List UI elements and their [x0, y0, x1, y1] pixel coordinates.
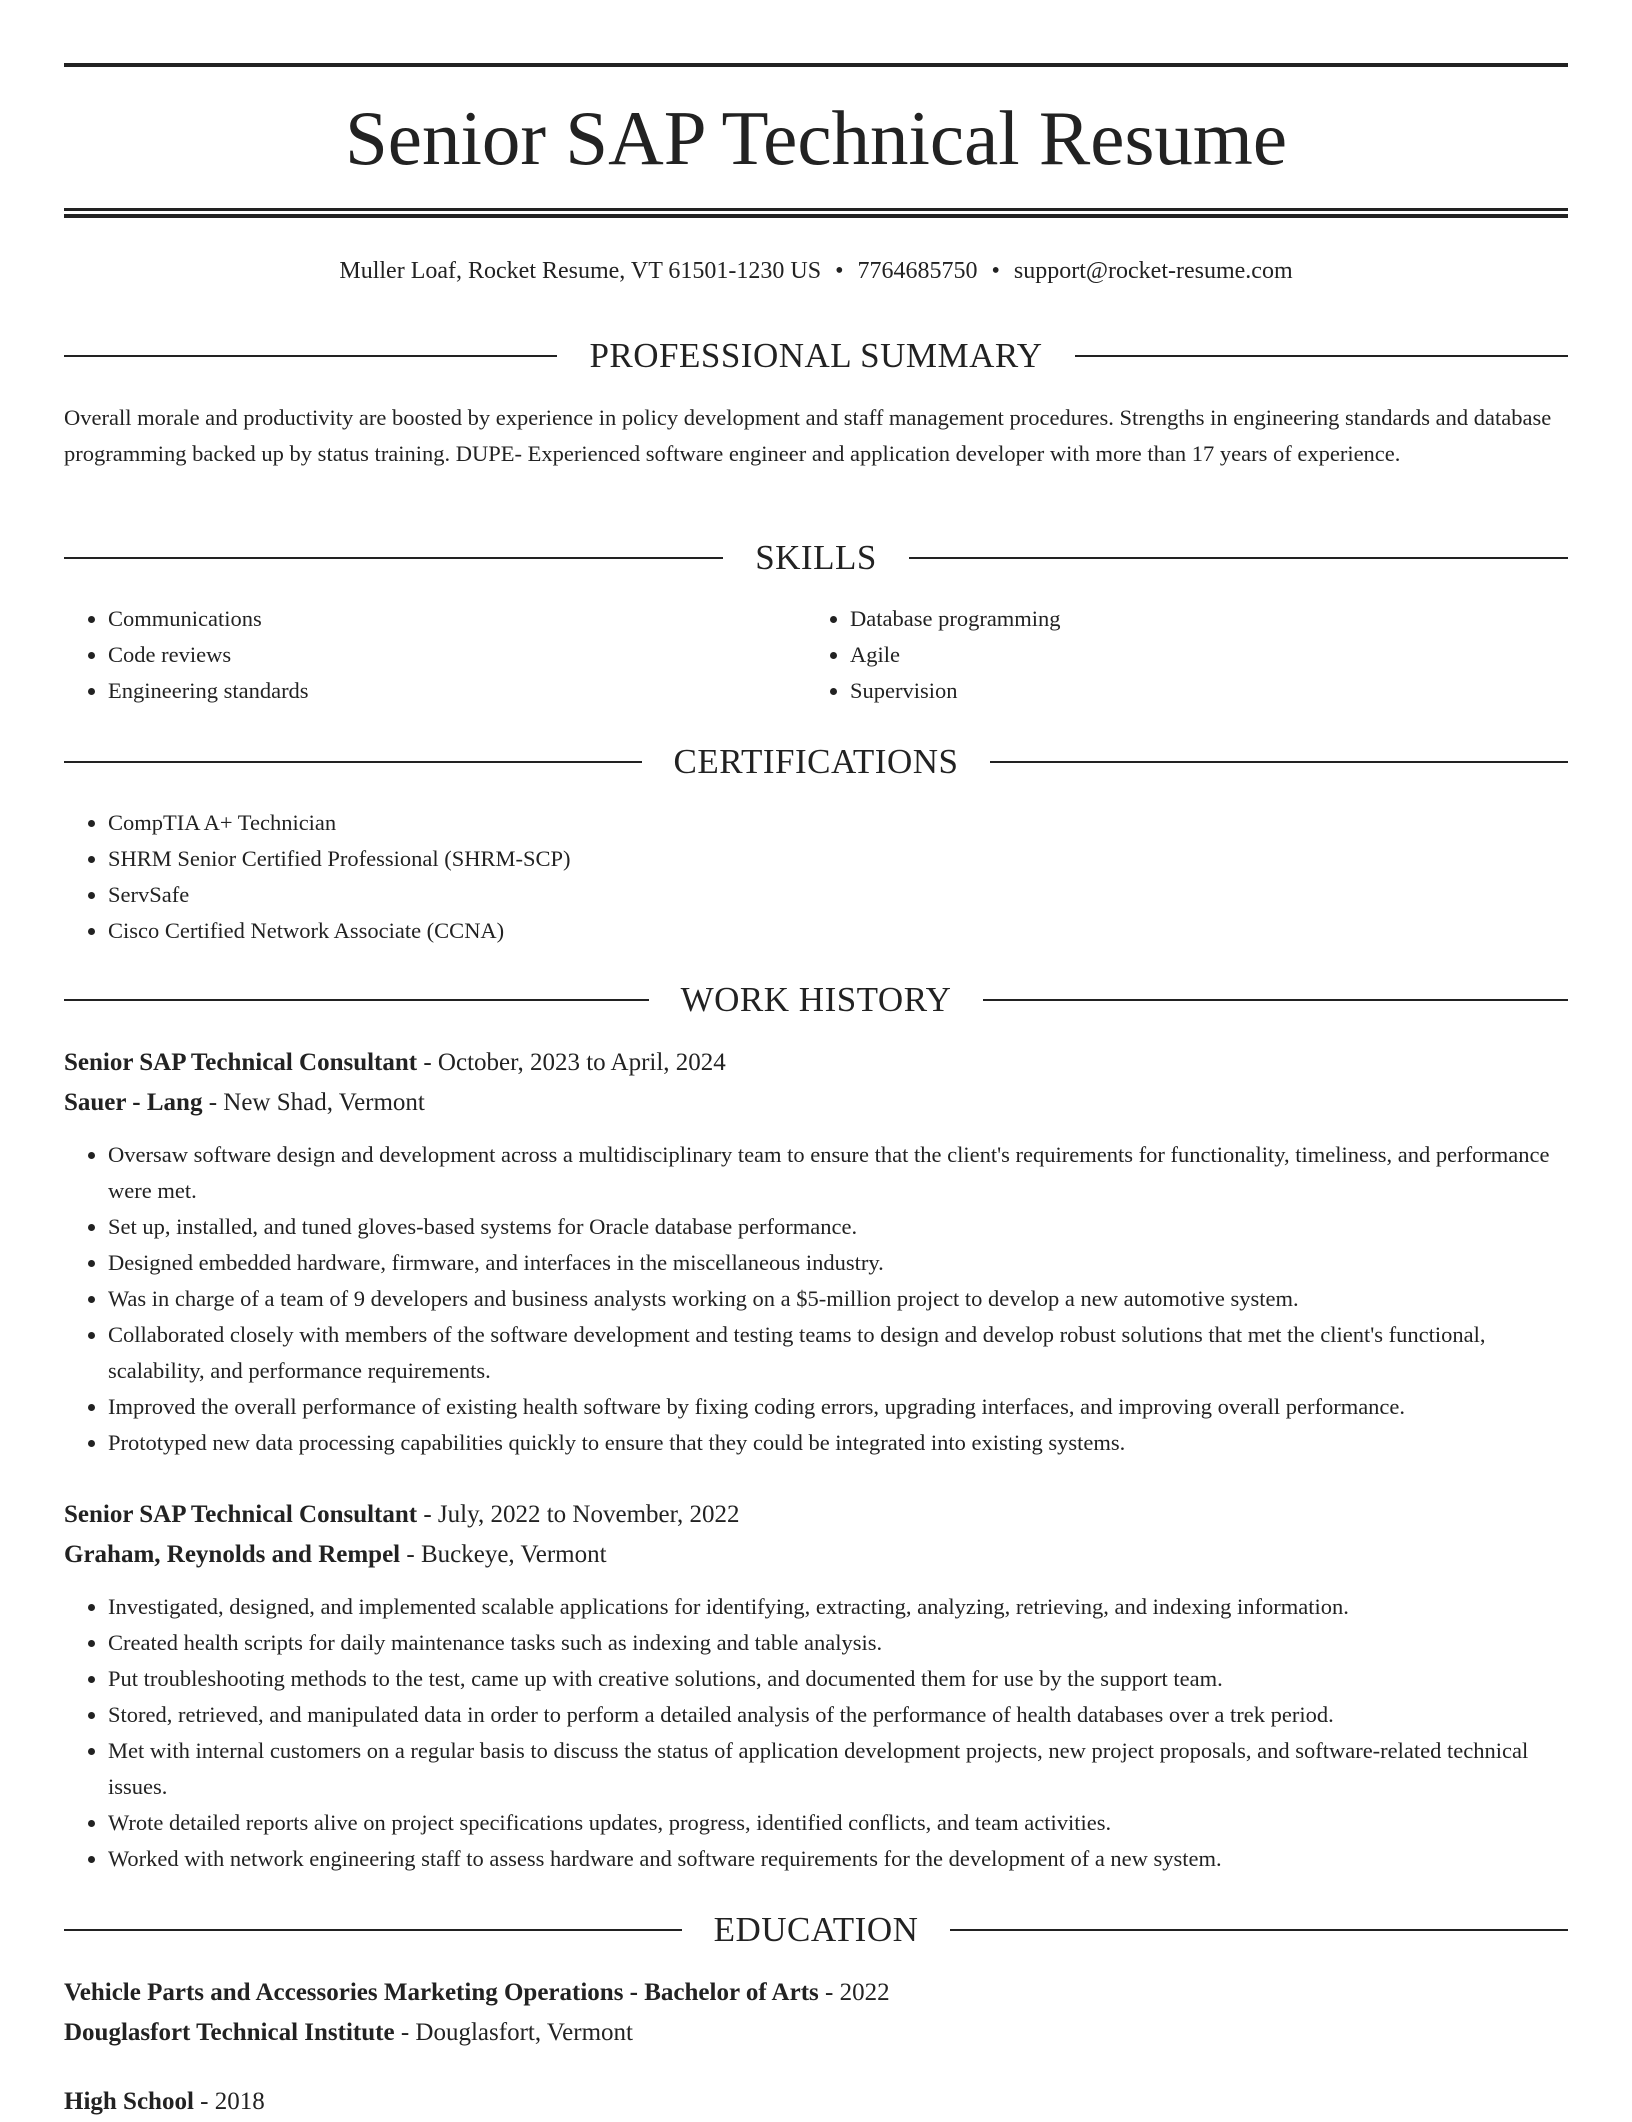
contact-separator: • — [991, 258, 1000, 284]
skill-item: • Communications — [108, 601, 808, 637]
education-degree-line — [64, 2082, 1568, 2122]
job-company-line — [64, 1083, 1568, 1123]
heading-rule — [64, 557, 723, 559]
contact-address: Muller Loaf, Rocket Resume, VT 61501-1230 US — [339, 258, 822, 284]
heading-rule — [983, 999, 1568, 1001]
contact-line — [64, 254, 1568, 288]
section-heading-work — [64, 978, 1568, 1022]
job-title-line — [64, 1043, 1568, 1083]
education-year: - 2018 — [193, 2088, 265, 2115]
section-title: SKILLS — [755, 538, 877, 577]
job-bullet: • Worked with network engineering staff to assess hardware and software requirements for the development of a new system. — [108, 1841, 1568, 1877]
job-bullet: • Set up, installed, and tuned gloves-based systems for Oracle database performance. — [108, 1209, 1568, 1245]
skill-item: • Code reviews — [108, 637, 808, 673]
job-bullet: • Designed embedded hardware, firmware, and interfaces in the miscellaneous industry. — [108, 1245, 1568, 1281]
section-heading-skills — [64, 536, 1568, 580]
summary-text: Overall morale and productivity are boosted by experience in policy development and staff management procedures. Strengths in engineering standards and database programming backed up by status training. DUPE- Experienced software engineer and application developer with more than 17 years of experience. — [64, 405, 1552, 466]
job-title: Senior SAP Technical Consultant — [64, 1049, 418, 1076]
job-bullet: • Improved the overall performance of existing health software by fixing coding errors, upgrading interfaces, and improving overall performance. — [108, 1389, 1568, 1425]
heading-rule — [64, 355, 557, 357]
skill-item: • Agile — [850, 637, 1550, 673]
job-title: Senior SAP Technical Consultant — [64, 1501, 418, 1528]
job-bullet: • Prototyped new data processing capabilities quickly to ensure that they could be integrated into existing systems. — [108, 1425, 1568, 1461]
education-degree-line — [64, 1973, 1568, 2013]
job-bullet: • Put troubleshooting methods to the test, came up with creative solutions, and documented them for use by the support team. — [108, 1661, 1568, 1697]
certification-item: • CompTIA A+ Technician — [108, 805, 1568, 841]
contact-separator: • — [835, 258, 844, 284]
job-company: Sauer - Lang — [64, 1089, 203, 1116]
job-bullets — [64, 1589, 1568, 1877]
skills-list-right — [806, 601, 1550, 709]
job-bullet: • Investigated, designed, and implemented scalable applications for identifying, extracting, analyzing, retrieving, and indexing information. — [108, 1589, 1568, 1625]
section-title: WORK HISTORY — [680, 980, 952, 1019]
job-location: - New Shad, Vermont — [202, 1089, 425, 1116]
section-title: CERTIFICATIONS — [673, 742, 959, 781]
job-dates: - July, 2022 to November, 2022 — [417, 1501, 740, 1528]
education-year: - 2022 — [818, 1979, 890, 2006]
section-heading-education — [64, 1908, 1568, 1952]
certification-item: • Cisco Certified Network Associate (CCNA) — [108, 913, 1568, 949]
heading-rule — [909, 557, 1568, 559]
heading-rule — [64, 1929, 682, 1931]
top-rule — [64, 63, 1568, 67]
job-bullet: • Created health scripts for daily maintenance tasks such as indexing and table analysis. — [108, 1625, 1568, 1661]
education-school: Douglasfort Technical Institute — [64, 2019, 395, 2046]
job-bullet: • Wrote detailed reports alive on project specifications updates, progress, identified conflicts, and team activities. — [108, 1805, 1568, 1841]
heading-rule — [950, 1929, 1568, 1931]
certification-item: • ServSafe — [108, 877, 1568, 913]
heading-rule — [990, 761, 1568, 763]
certification-item: • SHRM Senior Certified Professional (SHRM-SCP) — [108, 841, 1568, 877]
education-degree: Vehicle Parts and Accessories Marketing Operations - Bachelor of Arts — [64, 1979, 819, 2006]
section-title: EDUCATION — [713, 1910, 919, 1949]
skill-item: • Supervision — [850, 673, 1550, 709]
title-double-rule — [64, 208, 1568, 218]
heading-rule — [1075, 355, 1568, 357]
job-location: - Buckeye, Vermont — [400, 1541, 607, 1568]
section-heading-certifications — [64, 740, 1568, 784]
education-degree: High School — [64, 2088, 194, 2115]
job-dates: - October, 2023 to April, 2024 — [417, 1049, 726, 1076]
skill-item: • Database programming — [850, 601, 1550, 637]
education-location: - Douglasfort, Vermont — [394, 2019, 633, 2046]
heading-rule — [64, 761, 642, 763]
section-heading-summary — [64, 334, 1568, 378]
job-company: Graham, Reynolds and Rempel — [64, 1541, 401, 1568]
heading-rule — [64, 999, 649, 1001]
contact-email: support@rocket-resume.com — [1013, 258, 1293, 284]
job-bullet: • Was in charge of a team of 9 developers and business analysts working on a $5-million project to develop a new automotive system. — [108, 1281, 1568, 1317]
job-bullets — [64, 1137, 1568, 1461]
skills-list-left — [64, 601, 808, 709]
skill-item: • Engineering standards — [108, 673, 808, 709]
section-title: PROFESSIONAL SUMMARY — [589, 336, 1043, 375]
job-bullet: • Oversaw software design and development across a multidisciplinary team to ensure that the client's requirements for functionality, timeliness, and performance were met. — [108, 1137, 1568, 1209]
job-bullet: • Collaborated closely with members of the software development and testing teams to design and develop robust solutions that met the client's functional, scalability, and performance requirements. — [108, 1317, 1568, 1389]
certifications-list — [64, 805, 1568, 949]
education-school-line — [64, 2013, 1568, 2053]
page-title: Senior SAP Technical Resume — [344, 95, 1287, 181]
contact-phone: 7764685750 — [857, 258, 978, 284]
job-bullet: • Stored, retrieved, and manipulated data in order to perform a detailed analysis of the performance of health databases over a trek period. — [108, 1697, 1568, 1733]
job-bullet: • Met with internal customers on a regular basis to discuss the status of application development projects, new project proposals, and software-related technical issues. — [108, 1733, 1568, 1805]
job-company-line — [64, 1535, 1568, 1575]
job-title-line — [64, 1495, 1568, 1535]
